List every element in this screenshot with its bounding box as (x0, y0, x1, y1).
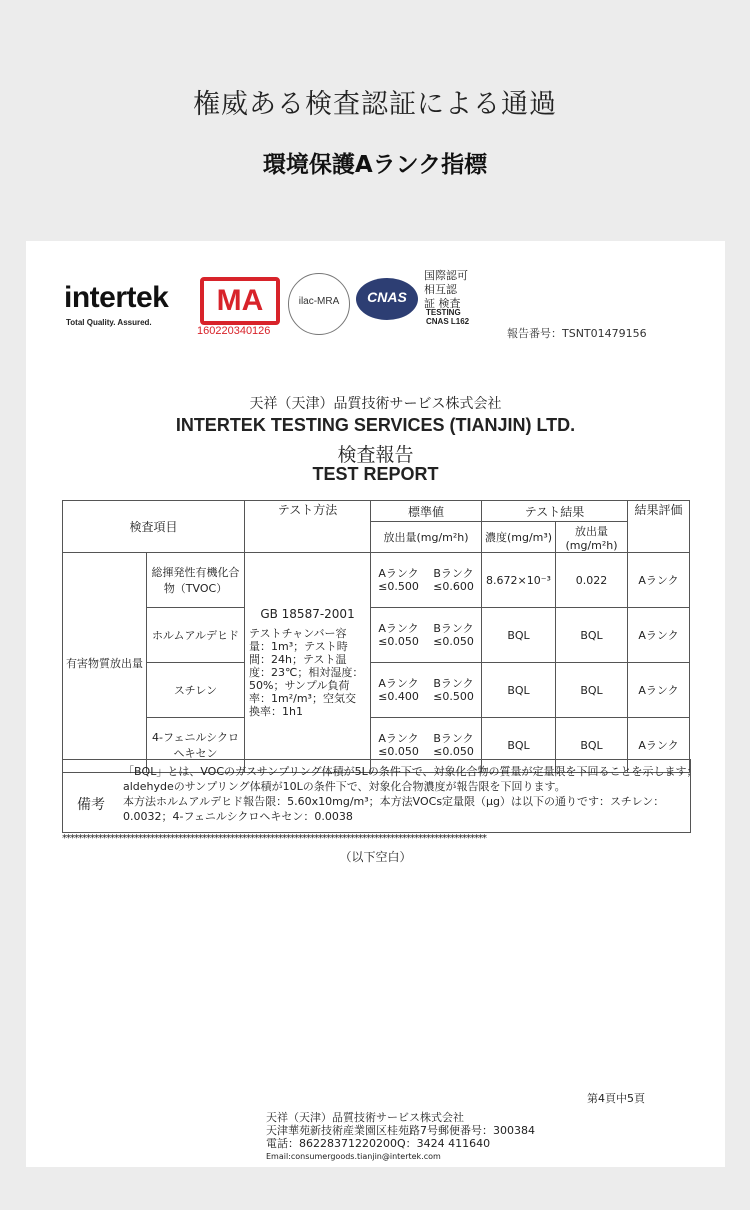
group-label: 有害物質放出量 (63, 553, 147, 773)
cnas-label-line: 証 検査 (424, 297, 461, 310)
evaluation-value: Aランク (628, 553, 690, 608)
concentration-value: 8.672×10⁻³ (482, 553, 556, 608)
cnas-testing: TESTING (426, 308, 461, 317)
evaluation-value: Aランク (628, 663, 690, 718)
emission-value: 0.022 (556, 553, 628, 608)
item-name: ホルムアルデヒド (147, 608, 245, 663)
limit-a: Aランク ≤0.400 (378, 677, 419, 703)
ilac-mra-logo: ilac-MRA (298, 296, 340, 307)
item-name: 4-フェニルシクロヘキセン (147, 718, 245, 773)
header-evaluation: 結果評価 (628, 501, 690, 553)
test-report-document (26, 241, 725, 1167)
evaluation-value: Aランク (628, 718, 690, 773)
page-title: 権威ある検査認証による通過 (193, 89, 557, 120)
remarks-line: 「BQL」とは、VOCのガスサンプリング体積が5Lの条件下で、対象化合物の質量が定量限を下回ることを示します；aldehydeのサンプリング体積が10Lの条件下で、対象化合物濃度が報告限を下回ります。 (123, 765, 698, 793)
intertek-logo: intertek (64, 281, 169, 314)
intertek-tagline: Total Quality. Assured. (66, 318, 152, 327)
emission-value: BQL (556, 718, 628, 773)
item-name: スチレン (147, 663, 245, 718)
company-name-en: INTERTEK TESTING SERVICES (TIANJIN) LTD. (175, 415, 576, 435)
table-row (63, 608, 690, 663)
footer (266, 1111, 535, 1163)
report-number: 報告番号：TSNT01479156 (507, 327, 647, 340)
cnas-label-line: 相互認 (424, 283, 457, 296)
concentration-value: BQL (482, 718, 556, 773)
method-detail: テストチャンバー容量：1m³；テスト時間：24h；テスト温度：23℃；相対湿度：50%；サンプル負荷率：1m²/m³；空気交換率：1h1 (249, 627, 364, 718)
method-cell (245, 553, 371, 773)
results-table (62, 500, 690, 773)
limit-b: Bランク ≤0.500 (433, 677, 474, 703)
remarks-line: 本方法ホルムアルデヒド報告限：5.60x10mg/m³；本方法VOCs定量限（μg）は以下の通りです：スチレン：0.0032；4-フェニルシクロヘキセン：0.0038 (123, 795, 665, 823)
ma-number: 160220340126 (197, 325, 271, 337)
header-method: テスト方法 (245, 501, 371, 553)
header-emission-unit: 放出量(mg/m²h) (371, 522, 482, 553)
remarks-box (62, 759, 698, 833)
concentration-value: BQL (482, 608, 556, 663)
report-title-en: TEST REPORT (312, 464, 439, 484)
header-item: 検査項目 (63, 501, 245, 553)
footer-company: 天祥（天津）品質技術サービス株式会社 (266, 1111, 464, 1124)
limit-b: Bランク ≤0.600 (433, 567, 474, 593)
remarks-text (123, 764, 703, 824)
report-title-jp: 検査報告 (337, 444, 414, 466)
limit-b: Bランク ≤0.050 (433, 732, 474, 758)
method-standard: GB 18587-2001 (260, 607, 355, 621)
table-row (63, 553, 690, 608)
cnas-logo: CNAS (367, 289, 407, 305)
cnas-code: CNAS L162 (426, 317, 470, 326)
cnas-label (424, 269, 468, 311)
item-name: 総揮発性有機化合物（TVOC） (147, 553, 245, 608)
emission-value: BQL (556, 663, 628, 718)
limit-b: Bランク ≤0.050 (433, 622, 474, 648)
cnas-label-line: 国際認可 (424, 269, 468, 282)
footer-address: 天津華苑新技術産業園区桂苑路7号郵便番号：300384 (266, 1124, 535, 1137)
header-standard: 標準値 (371, 501, 482, 522)
page-number: 第4頁中5頁 (587, 1092, 645, 1105)
emission-value: BQL (556, 608, 628, 663)
table-row (63, 663, 690, 718)
header-emission: 放出量(mg/m²h) (556, 522, 628, 553)
blank-note: （以下空白） (339, 850, 412, 864)
header-result: テスト結果 (482, 501, 628, 522)
header-concentration: 濃度(mg/m³) (482, 522, 556, 553)
limit-a: Aランク ≤0.050 (378, 732, 419, 758)
remarks-label: 備考 (77, 797, 105, 813)
evaluation-value: Aランク (628, 608, 690, 663)
standard-value (371, 663, 482, 718)
footer-email: Email:consumergoods.tianjin@intertek.com (266, 1152, 441, 1161)
limit-a: Aランク ≤0.500 (378, 567, 419, 593)
divider-stars: ********************************************************************************************************** (62, 833, 486, 844)
company-name-jp: 天祥（天津）品質技術サービス株式会社 (249, 396, 502, 412)
footer-phone: 電話：86228371220200Q：3424 411640 (266, 1137, 491, 1150)
standard-value (371, 608, 482, 663)
page-subtitle: 環境保護Aランク指標 (262, 152, 488, 178)
concentration-value: BQL (482, 663, 556, 718)
standard-value (371, 553, 482, 608)
ma-logo: MA (200, 277, 280, 325)
limit-a: Aランク ≤0.050 (378, 622, 419, 648)
